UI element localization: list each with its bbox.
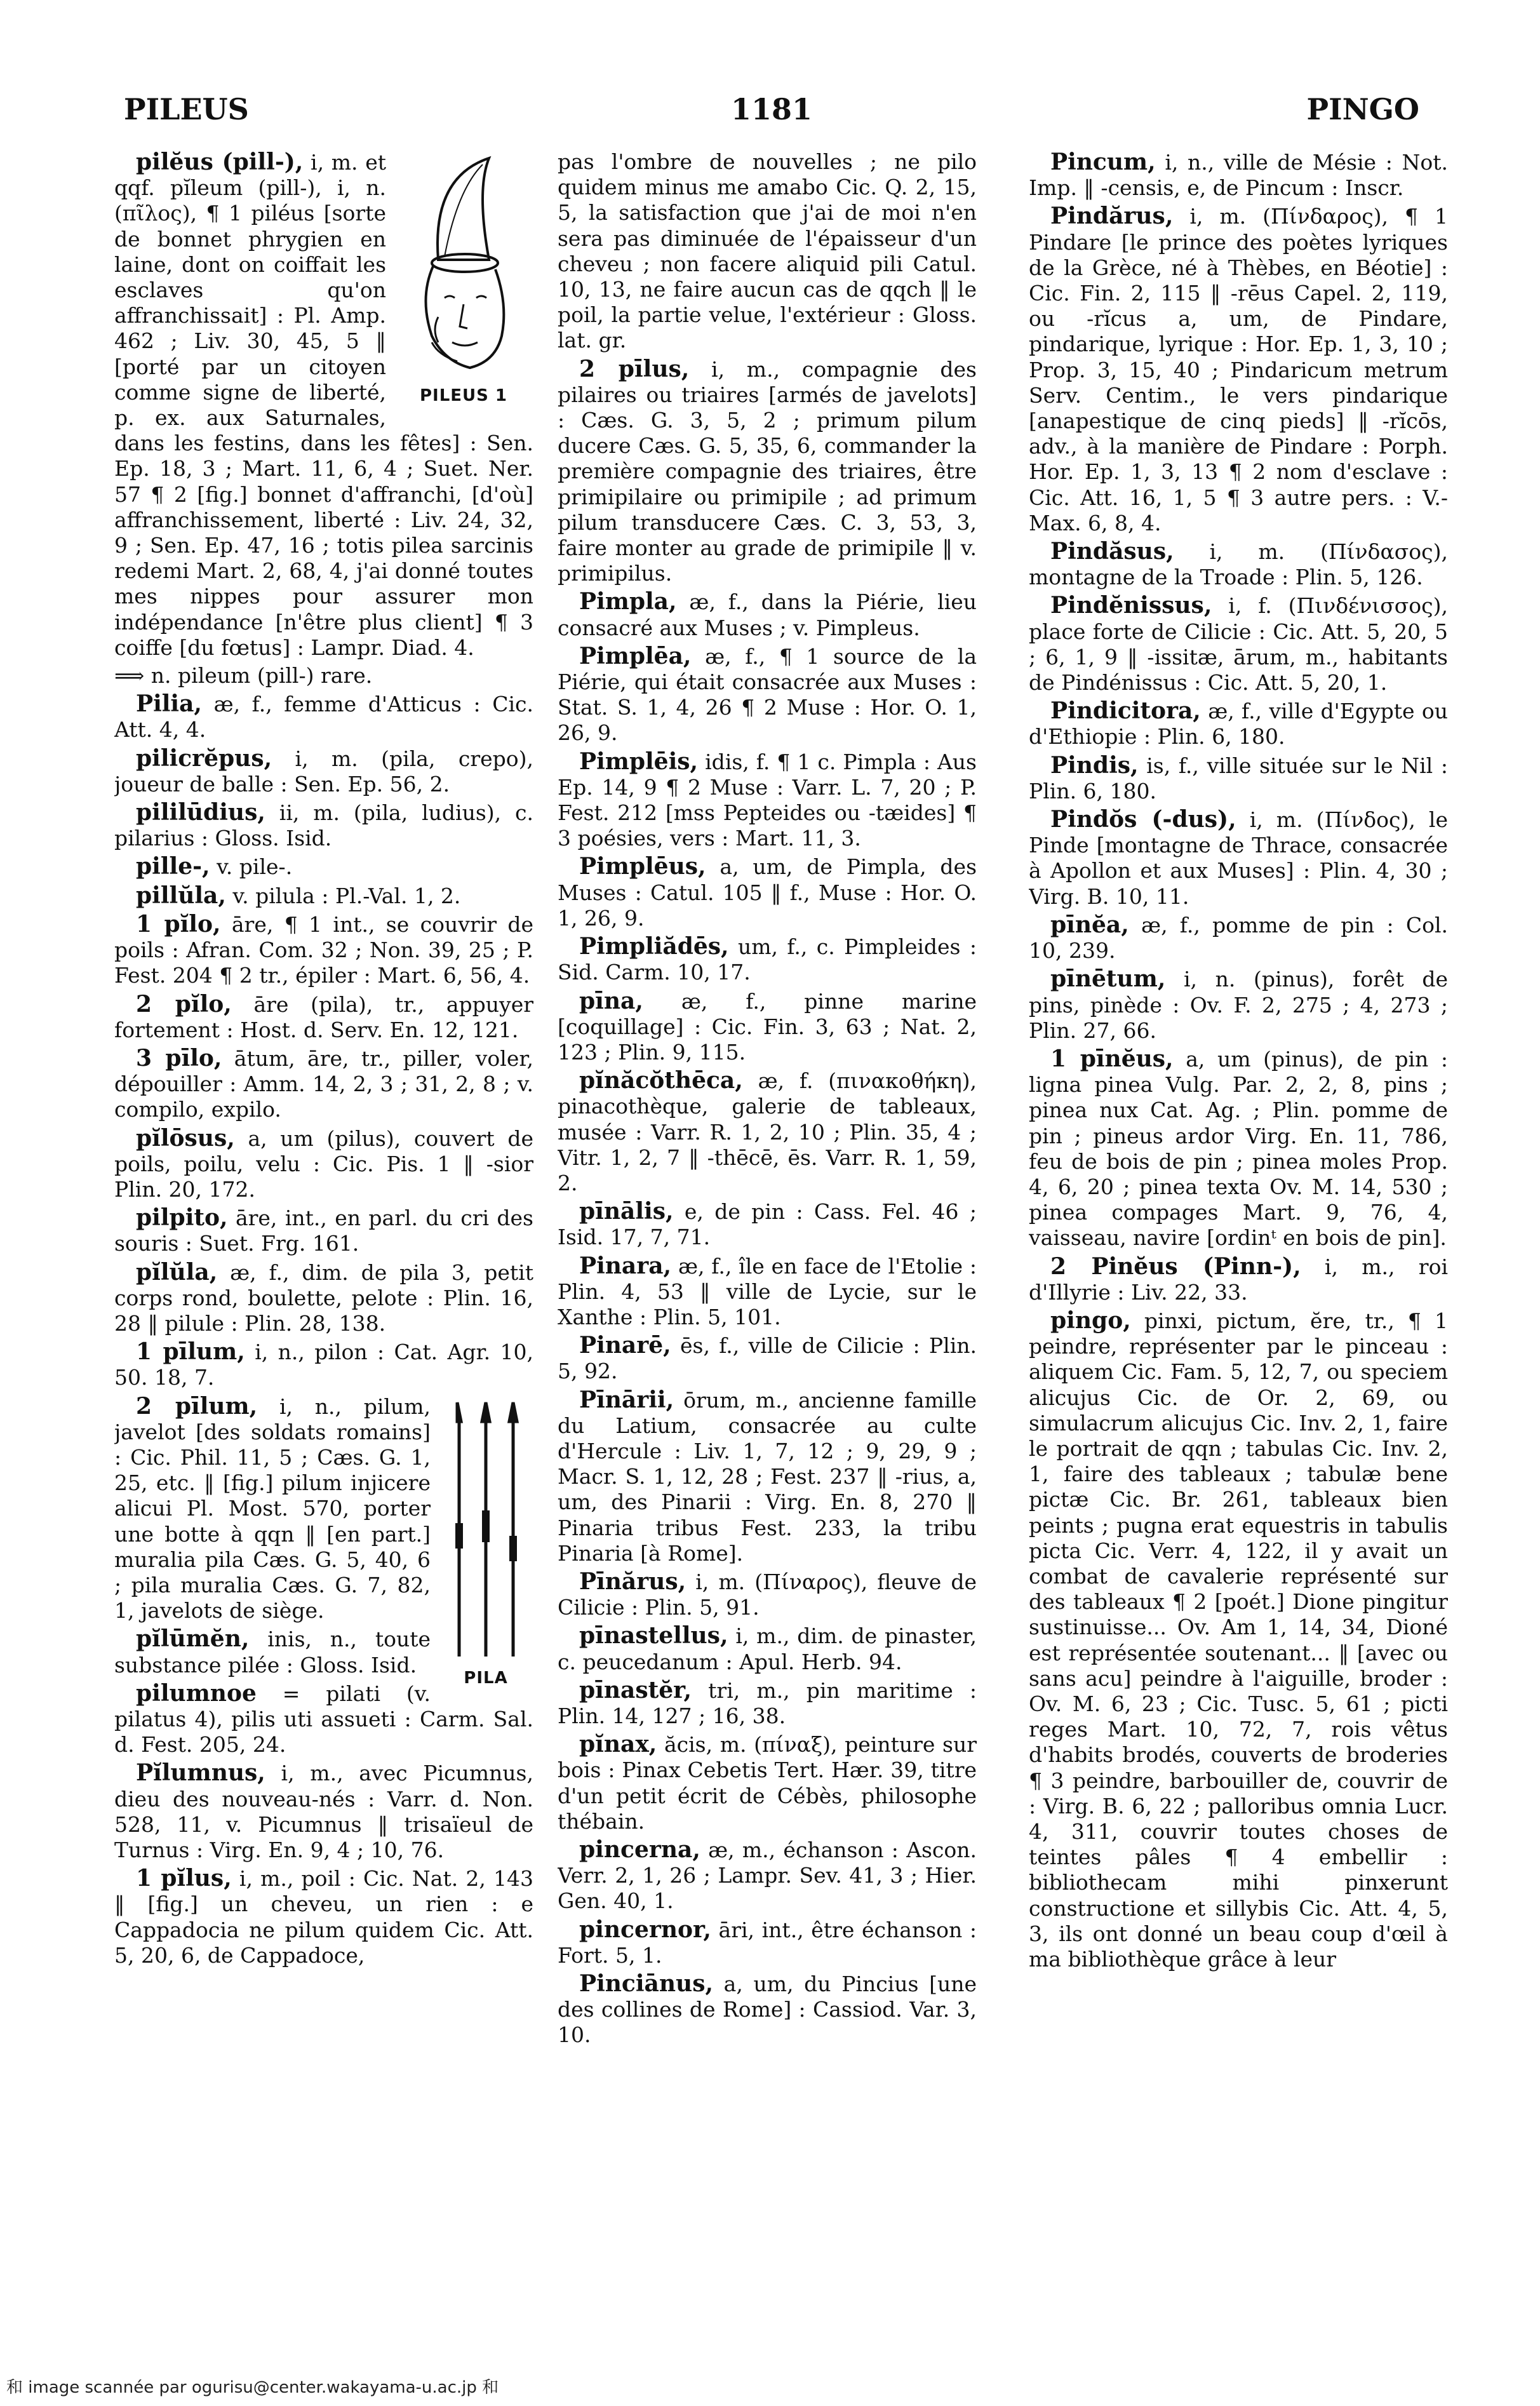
entry-headword: 1 pĭlo,	[136, 910, 221, 938]
dictionary-entry	[558, 934, 977, 985]
dictionary-entry	[1029, 1254, 1448, 1305]
entry-definition: æ, f., pomme de pin : Col. 10, 239.	[1029, 912, 1448, 964]
entry-definition: is, f., ville située sur le Nil : Plin. 6, 180.	[1029, 753, 1448, 803]
entry-headword: Pindis,	[1050, 751, 1139, 779]
page-number: 1181	[730, 92, 813, 126]
entry-headword: pilicrĕpus,	[136, 744, 272, 772]
dictionary-entry	[1029, 698, 1448, 749]
entry-definition: i, m. (Πίνδος), le Pinde [montagne de Thrace, consacrée à Apollon et aux Muses] : Plin. 4, 30 ; Virg. B. 10, 11.	[1029, 807, 1448, 909]
entry-headword: pingo,	[1050, 1307, 1131, 1334]
pileus-head-drawing	[394, 152, 533, 380]
entry-headword: pīnālis,	[579, 1198, 674, 1225]
entry-headword: Pindicitora,	[1050, 697, 1201, 725]
entry-headword: pilpito,	[136, 1204, 228, 1232]
entry-definition: æ, f., ville d'Egypte ou d'Ethiopie : Plin. 6, 180.	[1029, 699, 1448, 749]
entry-definition: a, um, du Pincius [une des collines de Rome] : Cassiod. Var. 3, 10.	[558, 1972, 977, 2048]
entry-definition: ii, m. (pila, ludius), c. pilarius : Gloss. Isid.	[114, 800, 533, 851]
entry-headword: Pindĕnissus,	[1050, 592, 1212, 619]
entry-definition: pas l'ombre de nouvelles ; ne pilo quidem minus me amabo Cic. Q. 2, 15, 5, la satisfaction que j'ai de moi n'en sera pas diminuée de l'épaisseur d'un cheveu ; non facere aliquid pili Catul. 10, 13, ne faire aucun cas de qqch ‖ le poil, la partie velue, l'extérieur : Gloss. lat. gr.	[558, 149, 977, 353]
entry-headword: 1 pīnĕus,	[1050, 1045, 1174, 1072]
dictionary-entry	[1029, 966, 1448, 1044]
entry-headword: Pindăsus,	[1050, 538, 1174, 565]
entry-headword: Pimplēus,	[579, 853, 706, 880]
dictionary-entry	[558, 1333, 977, 1384]
entry-definition: ⟹ n. pileum (pill-) rare.	[114, 663, 373, 689]
dictionary-entry	[1029, 203, 1448, 536]
entry-headword: pīnastĕr,	[579, 1676, 692, 1704]
entry-headword: Pimpla,	[579, 588, 677, 615]
entry-headword: Pilia,	[136, 690, 202, 718]
dictionary-entry	[558, 1837, 977, 1914]
entry-definition: āre (pila), tr., appuyer fortement : Host. d. Serv. En. 12, 121.	[114, 991, 533, 1042]
entry-definition: āre, ¶ 1 int., se couvrir de poils : Afran. Com. 32 ; Non. 39, 25 ; P. Fest. 204 ¶ 2 tr., épiler : Mart. 6, 56, 4.	[114, 911, 533, 988]
entry-definition: i, m., avec Picumnus, dieu des nouveau-nés : Varr. d. Non. 528, 11, v. Picumnus ‖ trisaïeul de Turnus : Virg. En. 9, 4 ; 10, 76.	[114, 1761, 533, 1862]
entry-definition: e, de pin : Cass. Fel. 46 ; Isid. 17, 7, 71.	[558, 1199, 977, 1250]
entry-definition: i, n., ville de Mésie : Not. Imp. ‖ -censis, e, de Pincum : Inscr.	[1029, 150, 1448, 201]
entry-definition: i, m., compagnie des pilaires ou triaires [armés de javelots] : Cæs. G. 3, 5, 2 ; primum pilum ducere Cæs. G. 5, 35, 6, commander la première compagnie des triaires, être primipilaire ou primipile ; ad primum pilum transducere Cæs. C. 3, 53, 3, faire monter au grade de primipile ‖ v. primipilus.	[558, 356, 977, 586]
dictionary-entry	[1029, 539, 1448, 590]
dictionary-entry	[558, 1971, 977, 2048]
entry-definition: i, f. (Πινδένισσος), place forte de Cilicie : Cic. Att. 5, 20, 5 ; 6, 1, 9 ‖ -issitæ, ārum, m., habitants de Pindénissus : Cic. Att. 5, 20, 1.	[1029, 593, 1448, 696]
entry-headword: pililūdius,	[136, 799, 265, 826]
entry-definition: i, n., pilon : Cat. Agr. 10, 50. 18, 7.	[114, 1340, 533, 1390]
entry-definition: æ, f., femme d'Atticus : Cic. Att. 4, 4.	[114, 692, 533, 743]
dictionary-entry	[1029, 753, 1448, 804]
pila-illustration	[438, 1396, 533, 1691]
dictionary-entry	[114, 1339, 533, 1390]
pila-javelins-drawing	[438, 1396, 533, 1663]
running-head	[124, 92, 1419, 143]
dictionary-entry	[1029, 149, 1448, 201]
entry-definition: i, m., roi d'Illyrie : Liv. 22, 33.	[1029, 1254, 1448, 1305]
dictionary-entry	[558, 1253, 977, 1331]
dictionary-entry	[558, 643, 977, 746]
scan-credit: 和 image scannée par ogurisu@center.wakayama-u.ac.jp 和	[6, 2378, 499, 2397]
entry-headword: 2 Pinĕus (Pinn-),	[1050, 1253, 1301, 1280]
header-left-word: PILEUS	[124, 92, 249, 126]
entry-headword: pĭlūmĕn,	[136, 1625, 250, 1653]
dictionary-entry	[558, 1731, 977, 1834]
entry-headword: Pīnărus,	[579, 1568, 686, 1595]
column-3	[1029, 149, 1448, 2341]
entry-definition: v. pilula : Pl.-Val. 1, 2.	[232, 883, 461, 908]
entry-headword: 1 pĭlus,	[136, 1865, 232, 1892]
dictionary-entry	[1029, 1046, 1448, 1251]
dictionary-entry	[114, 1045, 533, 1123]
entry-headword: 2 pīlus,	[579, 355, 690, 382]
entry-headword: Pincum,	[1050, 149, 1156, 175]
entry-definition: æ, f., ¶ 1 source de la Piérie, qui était consacrée aux Muses : Stat. S. 1, 4, 26 ¶ 2 Muse : Hor. O. 1, 26, 9.	[558, 643, 977, 746]
dictionary-entry	[114, 1760, 533, 1863]
dictionary-entry	[1029, 912, 1448, 964]
dictionary-entry	[114, 991, 533, 1043]
entry-headword: pilumnoe	[136, 1679, 257, 1707]
entry-headword: Pimplēis,	[579, 748, 699, 775]
entry-definition: pinxi, pictum, ĕre, tr., ¶ 1 peindre, représenter par le pinceau : aliquem Cic. Fam. 5, 12, 7, ou speciem alicujus Cic. de Or. 2, 69, ou simulacrum alicujus Cic. Inv. 2, 1, faire le portrait de qqn ; tabulas Cic. Inv. 2, 1, faire des tableaux ; tabulæ bene pictæ Cic. Br. 261, tableaux bien peints ; pugna erat equestris in tabulis picta Cic. Verr. 4, 122, il y avait un combat de cavalerie représenté sur des tableaux ¶ 2 [poét.] Dione pingitur sustinuisse... Ov. Am 1, 14, 34, Dioné est représentée soutenant... ‖ [avec ou sans acu] peindre à l'aiguille, broder : Ov. M. 6, 23 ; Cic. Tusc. 5, 61 ; picti reges Mart. 10, 72, 7, rois vêtus d'habits brodés, couverts de broderies ¶ 3 peindre, barbouiller de, couvrir de : Virg. B. 6, 22 ; palloribus omnia Lucr. 4, 311, couvrir toutes choses de teintes pâles ¶ 4 embellir : bibliothecam mihi pinxerunt constructione et sillybis Cic. Att. 4, 5, 3, ils ont donné un beau coup d'œil à ma bibliothèque grâce à leur	[1029, 1308, 1448, 1972]
dictionary-entry	[558, 1199, 977, 1250]
dictionary-entry	[114, 883, 533, 909]
entry-definition: āri, int., être échanson : Fort. 5, 1.	[558, 1917, 977, 1968]
entry-headword: Pinciānus,	[579, 1970, 713, 1998]
entry-headword: pincerna,	[579, 1836, 700, 1863]
entry-definition: i, m. (Πίναρος), fleuve de Cilicie : Plin. 5, 91.	[558, 1569, 977, 1620]
entry-headword: Pīnārii,	[579, 1386, 674, 1413]
dictionary-entry	[558, 589, 977, 640]
dictionary-entry	[114, 911, 533, 989]
dictionary-entry	[114, 1681, 533, 1758]
entry-headword: 3 pīlo,	[136, 1044, 222, 1072]
dictionary-entry	[558, 1623, 977, 1674]
entry-headword: pīnĕa,	[1050, 911, 1129, 938]
column-1	[114, 149, 533, 2341]
entry-headword: 2 pīlum,	[136, 1392, 258, 1420]
entry-headword: pĭnăcŏthēca,	[579, 1067, 743, 1094]
column-2	[558, 149, 977, 2341]
dictionary-entry	[114, 746, 533, 797]
entry-definition: a, um, de Pimpla, des Muses : Catul. 105 ‖ f., Muse : Hor. O. 1, 26, 9.	[558, 854, 977, 931]
entry-headword: Pimpliădēs,	[579, 933, 729, 960]
entry-headword: Pindŏs (-dus),	[1050, 806, 1236, 833]
entry-headword: Pindărus,	[1050, 203, 1174, 230]
entry-definition: æ, m., échanson : Ascon. Verr. 2, 1, 26 ; Lampr. Sev. 41, 3 ; Hier. Gen. 40, 1.	[558, 1838, 977, 1914]
dictionary-entry	[558, 1068, 977, 1196]
entry-definition: idis, f. ¶ 1 c. Pimpla : Aus Ep. 14, 9 ¶ 2 Muse : Varr. L. 7, 20 ; P. Fest. 212 [mss Pepteides ou -tæides] ¶ 3 poésies, vers : Mart. 11, 3.	[558, 749, 977, 851]
dictionary-entry	[558, 1917, 977, 1968]
entry-definition: i, m. (pila, crepo), joueur de balle : Sen. Ep. 56, 2.	[114, 746, 533, 796]
entry-definition: a, um (pinus), de pin : ligna pinea Vulg. Par. 2, 2, 8, pins ; pinea nux Cat. Ag. ; Plin. pomme de pin ; pineus ardor Virg. En. 11, 786, feu de bois de pin ; pinea moles Prop. 4, 6, 20 ; pinea texta Ov. M. 14, 530 ; pinea compages Mart. 9, 76, 4, vaisseau, navire [ordinᵗ en bois de pin].	[1029, 1046, 1448, 1251]
entry-definition: ātum, āre, tr., piller, voler, dépouiller : Amm. 14, 2, 3 ; 31, 2, 8 ; v. compilo, expilo.	[114, 1045, 533, 1122]
entry-definition: a, um (pilus), couvert de poils, poilu, velu : Cic. Pis. 1 ‖ -sior Plin. 20, 172.	[114, 1126, 533, 1202]
dictionary-entry	[558, 356, 977, 587]
dictionary-entry	[558, 149, 977, 354]
dictionary-entry	[558, 749, 977, 852]
entry-headword: Pinarē,	[579, 1332, 671, 1359]
entry-definition: æ, f., île en face de l'Etolie : Plin. 4, 53 ‖ ville de Lycie, sur le Xanthe : Plin. 5, 101.	[558, 1253, 977, 1329]
entry-definition: tri, m., pin maritime : Plin. 14, 127 ; 16, 38.	[558, 1677, 977, 1728]
entry-definition: æ, f., dans la Piérie, lieu consacré aux Muses ; v. Pimpleus.	[558, 589, 977, 640]
entry-definition: i, m., poil : Cic. Nat. 2, 143 ‖ [fig.] un cheveu, un rien : e Cappadocia ne pilum quidem Cic. Att. 5, 20, 6, de Cappadoce,	[114, 1866, 533, 1968]
entry-headword: Pinara,	[579, 1252, 672, 1279]
entry-definition: ăcis, m. (πίναξ), peinture sur bois : Pinax Cebetis Tert. Hær. 39, titre d'un petit écrit de Cébès, philosophe thébain.	[558, 1732, 977, 1834]
entry-headword: pĭlŭla,	[136, 1258, 218, 1286]
entry-definition: ōrum, m., ancienne famille du Latium, consacrée au culte d'Hercule : Liv. 1, 7, 12 ; 9, 29, 9 ; Macr. S. 1, 12, 28 ; Fest. 237 ‖ -rius, a, um, des Pinarii : Virg. En. 8, 270 ‖ Pinaria tribus Fest. 233, la tribu Pinaria [à Rome].	[558, 1387, 977, 1566]
dictionary-entry	[558, 1387, 977, 1566]
dictionary-entry	[114, 1205, 533, 1256]
entry-definition: = pilati (v. pilatus 4), pilis uti assueti : Carm. Sal. d. Fest. 205, 24.	[114, 1681, 533, 1757]
entry-definition: i, m., dim. de pinaster, c. peucedanum : Apul. Herb. 94.	[558, 1623, 977, 1674]
entry-definition: inis, n., toute substance pilée : Gloss. Isid.	[114, 1627, 431, 1677]
dictionary-entry	[1029, 593, 1448, 696]
entry-headword: pillŭla,	[136, 882, 226, 909]
dictionary-entry	[558, 854, 977, 931]
entry-headword: Pimplēa,	[579, 642, 692, 669]
dictionary-entry	[114, 854, 533, 880]
figure-caption: PILEUS 1	[419, 386, 508, 405]
dictionary-entry	[114, 800, 533, 851]
entry-headword: Pĭlumnus,	[136, 1759, 265, 1787]
entry-definition: um, f., c. Pimpleides : Sid. Carm. 10, 17.	[558, 934, 977, 985]
entry-headword: 1 pīlum,	[136, 1338, 245, 1366]
entry-definition: i, n. (pinus), forêt de pins, pinède : Ov. F. 2, 275 ; 4, 273 ; Plin. 27, 66.	[1029, 967, 1448, 1043]
dictionary-entry	[558, 1677, 977, 1729]
dictionary-entry	[114, 663, 533, 689]
dictionary-entry	[114, 691, 533, 743]
entry-headword: pĭlōsus,	[136, 1124, 235, 1152]
dictionary-entry	[558, 988, 977, 1066]
dictionary-entry	[114, 1260, 533, 1337]
entry-definition: æ, f. (πινακοθήκη), pinacothèque, galerie de tableaux, musée : Varr. R. 1, 2, 10 ; Plin. 35, 4 ; Vitr. 1, 2, 7 ‖ -thēcē, ēs. Varr. R. 1, 59, 2.	[558, 1068, 977, 1195]
entry-definition: i, m. (Πίνδαρος), ¶ 1 Pindare [le prince des poètes lyriques de la Grèce, né à Thèbes, en Béotie] : Cic. Fin. 2, 115 ‖ -rēus Capel. 2, 119, ou -rĭcus a, um, de Pindare, pindarique, lyrique : Hor. Ep. 1, 3, 10 ; Prop. 3, 15, 40 ; Pindaricum metrum Serv. Centim., le vers pindarique [anapestique de cinq pieds] ‖ -rĭcōs, adv., à la manière de Pindare : Porph. Hor. Ep. 1, 3, 13 ¶ 2 nom d'esclave : Cic. Att. 16, 1, 5 ¶ 3 autre pers. : V.-Max. 6, 8, 4.	[1029, 204, 1448, 535]
entry-definition: ēs, f., ville de Cilicie : Plin. 5, 92.	[558, 1333, 977, 1384]
dictionary-entry	[558, 1569, 977, 1620]
entry-headword: pīna,	[579, 987, 643, 1014]
entry-definition: v. pile-.	[217, 854, 293, 880]
entry-headword: pīnētum,	[1050, 965, 1166, 993]
entry-definition: i, m. (Πίνδασος), montagne de la Troade : Plin. 5, 126.	[1029, 539, 1448, 590]
entry-definition: æ, f., pinne marine [coquillage] : Cic. Fin. 3, 63 ; Nat. 2, 123 ; Plin. 9, 115.	[558, 988, 977, 1065]
entry-headword: pilĕus (pill-),	[136, 149, 304, 175]
dictionary-entry	[1029, 807, 1448, 910]
entry-headword: pille-,	[136, 853, 210, 880]
entry-headword: pincernor,	[579, 1916, 711, 1943]
entry-definition: i, n., pilum, javelot [des soldats romains] : Cic. Phil. 11, 5 ; Cæs. G. 1, 25, etc. ‖ [fig.] pilum injicere alicui Pl. Most. 570, porter une botte à qqn ‖ [en part.] muralia pila Cæs. G. 5, 40, 6 ; pila muralia Cæs. G. 7, 82, 1, javelots de siège.	[114, 1394, 431, 1623]
entry-headword: 2 pĭlo,	[136, 990, 232, 1018]
dictionary-entry	[114, 1126, 533, 1203]
pileus-illustration	[394, 152, 533, 408]
entry-definition: āre, int., en parl. du cri des souris : Suet. Frg. 161.	[114, 1206, 533, 1256]
dictionary-entry	[114, 1865, 533, 1968]
entry-definition: æ, f., dim. de pila 3, petit corps rond, boulette, pelote : Plin. 16, 28 ‖ pilule : Plin. 28, 138.	[114, 1260, 533, 1336]
entry-headword: pĭnax,	[579, 1731, 657, 1758]
dictionary-entry	[1029, 1308, 1448, 1972]
header-right-word: PINGO	[1306, 92, 1419, 126]
entry-headword: pīnastellus,	[579, 1622, 728, 1650]
figure-caption: PILA	[464, 1668, 508, 1688]
entry-definition: i, m. et qqf. pĭleum (pill-), i, n. (πῖλος), ¶ 1 piléus [sorte de bonnet phrygien en laine, dont on coiffait les esclaves qu'on affranchissait] : Pl. Amp. 462 ; Liv. 30, 45, 5 ‖ [porté par un citoyen comme signe de liberté, p. ex. aux Saturnales, dans les festins, dans les fêtes] : Sen. Ep. 18, 3 ; Mart. 11, 6, 4 ; Suet. Ner. 57 ¶ 2 [fig.] bonnet d'affranchi, [d'où] affranchissement, liberté : Liv. 24, 32, 9 ; Sen. Ep. 47, 16 ; totis pilea sarcinis redemi Mart. 2, 68, 4, j'ai donné toutes mes nippes pour assurer mon indépendance [n'être plus client] ¶ 3 coiffe [du fœtus] : Lampr. Diad. 4.	[114, 150, 533, 660]
